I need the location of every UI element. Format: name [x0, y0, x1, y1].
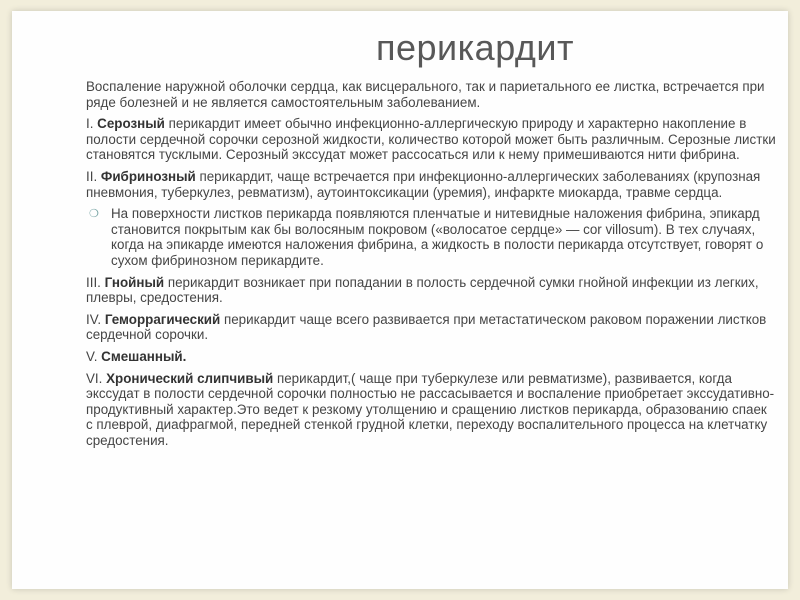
term-chronic: Хронический слипчивый: [106, 370, 274, 386]
paragraph-hemorrhagic: [86, 312, 776, 343]
paragraph-fibrinous: [86, 169, 776, 200]
paragraph-purulent: [86, 275, 776, 306]
slide-title: перикардит: [375, 27, 574, 68]
bullet-item: ❍ На поверхности листков перикарда появляются пленчатые и нитевидные наложения фибрина, эпикард становится покрытым как бы волосяным покровом («волосатое сердце» — cor villosum). В тех случаях, когда на эпикарде имеются наложения фибрина, а жидкость в полости перикарда отсутствует, говорят о сухом фибринозном перикардите.: [89, 206, 764, 268]
paragraph-text: перикардит чаще всего развивается при метастатическом раковом поражении листков сердечной сорочки.: [86, 311, 767, 343]
term-hemorrhagic: Геморрагический: [104, 311, 221, 327]
paragraph-mixed: [86, 349, 776, 365]
paragraph-text: перикардит возникает при попадании в полость сердечной сумки гнойной инфекции из легких, плевры, средостения.: [86, 274, 759, 306]
paragraph-chronic: [86, 371, 776, 449]
slide-content: [86, 79, 776, 454]
paragraph-text: перикардит, чаще встречается при инфекционно-аллергических заболеваниях (крупозная пневмония, туберкулез, ревматизм), аутоинтоксикации (уремия), инфаркте миокарда, травме сердца.: [86, 168, 761, 200]
term-purulent: Гнойный: [104, 274, 165, 290]
paragraph-number: III.: [86, 274, 105, 290]
paragraph-number: V.: [86, 348, 102, 364]
paragraph-number: I.: [86, 116, 98, 132]
intro-paragraph: Воспаление наружной оболочки сердца, как висцерального, так и париетального ее листка, встречается при ряде болезней и не является самостоятельным заболеванием.: [86, 79, 765, 110]
bullet-text: На поверхности листков перикарда появляются пленчатые и нитевидные наложения фибрина, эпикард становится покрытым как бы волосяным покровом («волосатое сердце» — cor villosum). В тех случаях, когда на эпикарде имеются наложения фибрина, а жидкость в полости перикарда отсутствует, говорят о сухом фибринозном перикардите.: [111, 206, 764, 268]
paragraph-text: перикардит имеет обычно инфекционно-аллергическую природу и характерно накопление в полости сердечной сорочки серозной жидкости, количество которой может быть различным. Серозные листки становятся тусклыми. Серозный экссудат может рассосаться или к нему примешиваются нити фибрина.: [86, 116, 776, 163]
paragraph-text: перикардит,( чаще при туберкулезе или ревматизме), развивается, когда экссудат в полости сердечной сорочки полностью не рассасывается и воспаление приобретает экссудативно-продуктивный характер.Это ведет к резкому утолщению и сращению листков перикарда, образованию спаек с плеврой, диафрагмой, передней стенкой грудной клетки, переходу воспалительного процесса на клетчатку средостения.: [86, 370, 775, 448]
paragraph-serous: [86, 116, 776, 163]
term-serous: Серозный: [97, 116, 165, 132]
paragraph-number: II.: [86, 168, 101, 184]
paragraph-number: IV.: [86, 311, 105, 327]
term-fibrinous: Фибринозный: [100, 168, 196, 184]
paragraph-number: VI.: [86, 370, 107, 386]
term-mixed: Смешанный.: [101, 348, 187, 364]
slide: [12, 11, 788, 589]
